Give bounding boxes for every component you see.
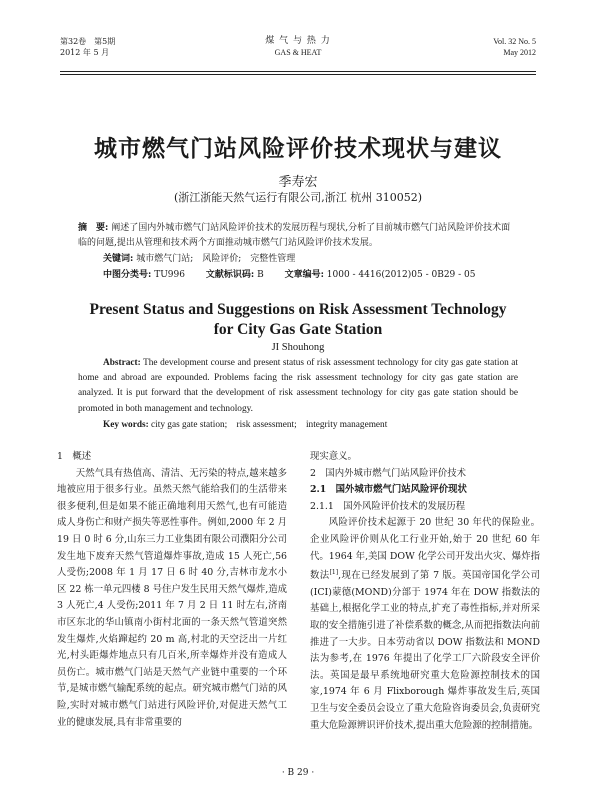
classification-line bbox=[103, 268, 518, 283]
journal-name-cn: 煤 气 与 热 力 bbox=[265, 36, 331, 46]
section-2-1-1-heading: 2.1.1 国外风险评价技术的发展历程 bbox=[310, 500, 466, 512]
article-no-label: 文章编号: bbox=[284, 270, 324, 280]
paper-title-en-line1: Present Status and Suggestions on Risk Assessment Technology bbox=[89, 301, 507, 318]
page-number: · B 29 · bbox=[281, 768, 315, 778]
clc-label: 中图分类号: bbox=[103, 270, 152, 280]
abstract-en-text: The development course and present status of risk assessment technology for city gas gate station at home and abroad are expounded. Problems facing the risk assessment technology for city gas gate station are analyzed. It is put forward that the development of risk assessment technology for city gas gate station should be promoted in both management and technology. bbox=[78, 358, 518, 414]
affiliation-cn: (浙江浙能天然气运行有限公司,浙江 杭州 310052) bbox=[173, 191, 423, 204]
paper-title-en bbox=[0, 300, 596, 340]
left-column bbox=[57, 449, 287, 731]
author-cn: 季寿宏 bbox=[278, 175, 318, 190]
keywords-en-label: Key words: bbox=[103, 420, 149, 430]
running-header bbox=[60, 36, 536, 68]
keywords-cn-text: 城市燃气门站; 风险评价; 完整性管理 bbox=[136, 254, 296, 264]
header-right bbox=[493, 36, 536, 58]
abstract-en bbox=[78, 356, 518, 417]
keywords-en bbox=[103, 418, 518, 433]
clc-value: TU996 bbox=[154, 270, 185, 280]
right-column bbox=[310, 449, 540, 734]
date-en: May 2012 bbox=[503, 48, 536, 57]
section-2-1-heading: 2.1 国外城市燃气门站风险评价现状 bbox=[310, 484, 467, 496]
section-1-heading: 1 概述 bbox=[57, 451, 92, 462]
volume-cn: 第32卷 第5期 bbox=[60, 37, 116, 46]
volume-en: Vol. 32 No. 5 bbox=[493, 37, 536, 46]
doc-code-label: 文献标识码: bbox=[205, 270, 255, 280]
paper-title-cn: 城市燃气门站风险评价技术现状与建议 bbox=[94, 135, 502, 162]
section-1-paragraph: 天然气具有热值高、清洁、无污染的特点,越来越多地被应用于很多行业。虽然天然气能给我们的生活带来很多便利,但是如果不能正确地利用天然气,也有可能造成人身伤亡和财产损失等恶性事件。例如,2000 年 2 月 19 日 0 时 6 分,山东三力工业集团有限公司濮阳分公司发生地下废弃天然气管道爆炸事故,造成 15 人死亡,56 人受伤;2008 年 1 月 17 日 6 时 40 分,吉林市龙水小区 22 栋一单元四楼 8 号住户发生民用天然气爆炸,造成 3 人死亡,4 人受伤;2011 年 7 月 2 日 11 时左右,济南市区东北的华山镇南小街村北面的一条天然气管道突然发生爆炸,火焰蹿起约 20 m 高,村北的天空泛出一片红光,村头距爆炸地点只有几百米,所幸爆炸并没有造成人员伤亡。城市燃气门站是天然气产业链中重要的一个环节,是城市燃气输配系统的起点。研究城市燃气门站的风险,实时对城市燃气门站进行风险评价,对促进天然气工业的健康发展,具有非常重要的 bbox=[57, 467, 287, 728]
article-no-value: 1000 - 4416(2012)05 - 0B29 - 05 bbox=[326, 270, 476, 280]
abstract-cn bbox=[78, 221, 518, 251]
keywords-en-text: city gas gate station; risk assessment; integrity management bbox=[151, 420, 388, 430]
section-2-heading: 2 国内外城市燃气门站风险评价技术 bbox=[310, 467, 466, 479]
header-rule bbox=[60, 71, 536, 72]
keywords-cn bbox=[103, 252, 518, 267]
abstract-cn-text: 阐述了国内外城市燃气门站风险评价技术的发展历程与现状,分析了目前城市燃气门站风险评价技术面临的问题,提出从管理和技术两个方面推动城市燃气门站风险评价技术发展。 bbox=[78, 223, 511, 248]
abstract-cn-label: 摘 要: bbox=[78, 223, 109, 233]
citation-ref: [1] bbox=[329, 569, 339, 577]
date-cn: 2012 年 5 月 bbox=[60, 48, 110, 57]
section-1-continuation: 现实意义。 bbox=[310, 451, 357, 462]
paper-title-en-line2: for City Gas Gate Station bbox=[213, 321, 383, 338]
doc-code-value: B bbox=[257, 270, 264, 280]
header-center bbox=[60, 36, 536, 58]
header-rule-thin bbox=[60, 74, 536, 75]
author-en: JI Shouhong bbox=[271, 342, 325, 353]
section-2-1-1-paragraph bbox=[310, 515, 540, 734]
abstract-en-label: Abstract: bbox=[103, 358, 141, 368]
keywords-cn-label: 关键词: bbox=[103, 254, 134, 264]
section-2-1-1-text-b: ,现在已经发展到了第 7 版。英国帝国化学公司(ICI)蒙德(MOND)分部于 1974 年在 DOW 指数法的基础上,根据化学工业的特点,扩充了毒性指标,并对所采取的安全措施引进了补偿系数的概念,从而把指数法向前推进了一大步。日本劳动省以 DOW 指数法和 MOND 法为参考,在 1976 年提出了化学工厂六阶段安全评价法。英国是最早系统地研究重大危险源控制技术的国家,1974 年 6 月 Flixborough 爆炸事故发生后,英国卫生与安全委员会设立了重大危险咨询委员会,负责研究重大危险源辨识评价技术,提出重大危险源的控制措施。 bbox=[310, 570, 540, 731]
journal-name-en: GAS & HEAT bbox=[274, 48, 322, 57]
section-2-1-1-text-a: 风险评价技术起源于 20 世纪 30 年代的保险业。企业风险评价则从化工行业开始,始于 20 世纪 60 年代。1964 年,美国 DOW 化学公司开发出火灾、爆炸指数法 bbox=[310, 517, 540, 582]
